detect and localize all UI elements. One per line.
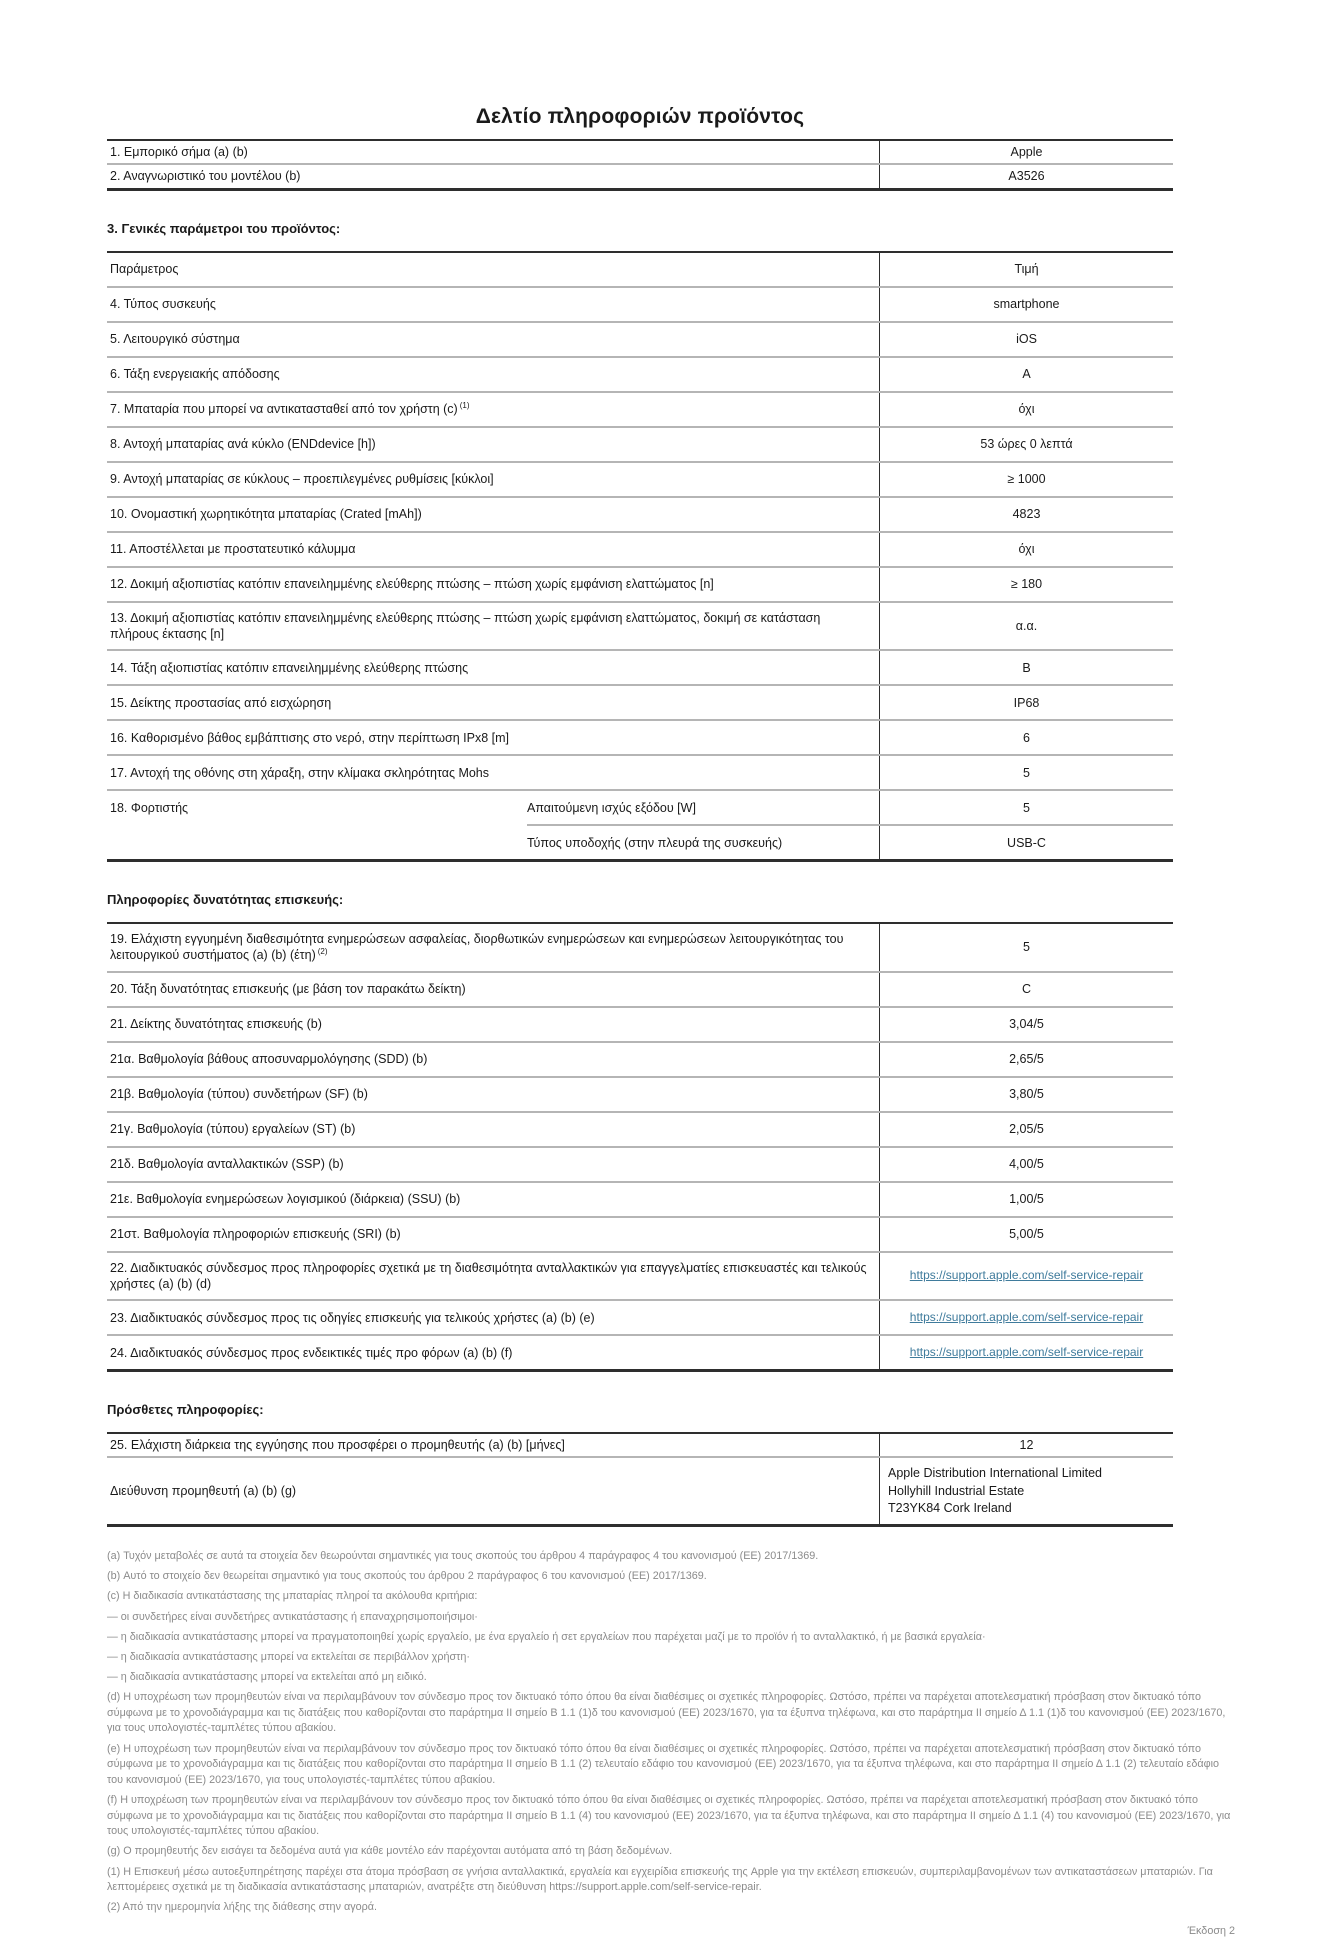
row-value: C	[1021, 982, 1032, 997]
row-label: 21δ. Βαθμολογία ανταλλακτικών (SSP) (b)	[107, 1148, 880, 1181]
row-label: Διεύθυνση προμηθευτή (a) (b) (g)	[107, 1458, 880, 1524]
row-label: 14. Τάξη αξιοπιστίας κατόπιν επανειλημμένης ελεύθερης πτώσης	[107, 651, 880, 684]
subrow-label: Τύπος υποδοχής (στην πλευρά της συσκευής)	[527, 826, 880, 859]
table-row	[107, 426, 1173, 461]
footnote-2: (2) Από την ημερομηνία λήξης της διάθεσης στην αγορά.	[107, 1901, 377, 1914]
charger-subrow	[527, 791, 1173, 824]
supplier-address-line: Hollyhill Industrial Estate	[888, 1483, 1025, 1498]
table-row	[107, 924, 1173, 971]
table-row	[107, 754, 1173, 789]
row-label: 7. Μπαταρία που μπορεί να αντικατασταθεί από τον χρήστη (c) $^{(1)}$	[107, 393, 880, 426]
row-value: 4,00/5	[1009, 1157, 1044, 1172]
footnote-d: (d) Η υποχρέωση των προμηθευτών είναι να περιλαμβάνουν τον σύνδεσμο προς τον δικτυακό τόπο όπου θα είναι διαθέσιμες οι σχετικές πληροφορίες. Ωστόσο, πρέπει να παρέχεται αποτελεσματική πρόσβαση στον δικτυακό τόπο σύμφωνα με το χρονοδιάγραμμα και τις διατάξεις που καθορίζονται στο παράρτημα II σημείο B 1.1 (1)δ του κανονισμού (ΕΕ) 2023/1670, για τα έξυπνα τηλέφωνα, και στο παράρτημα II σημείο Δ 1.1 (1)δ του κανονισμού (ΕΕ) 2023/1670, για τους υπολογιστές-ταμπλέτες τύπου αβακίου.	[107, 1691, 1226, 1735]
row-value: B	[1022, 660, 1031, 675]
row-value: 5	[1023, 940, 1030, 955]
table-row	[107, 391, 1173, 426]
row-label: 20. Τάξη δυνατότητας επισκευής (με βάση τον παρακάτω δείκτη)	[107, 973, 880, 1006]
row-label: 8. Αντοχή μπαταρίας ανά κύκλο (ENDdevice [h])	[107, 428, 880, 461]
row-value: smartphone	[993, 297, 1060, 312]
row-value: 53 ώρες 0 λεπτά	[980, 437, 1073, 452]
table-row	[107, 286, 1173, 321]
version-label: Έκδοση 2	[1187, 1925, 1235, 1937]
subrow-value: USB-C	[1007, 835, 1046, 850]
row-value: α.α.	[1015, 618, 1038, 633]
self-service-repair-link[interactable]: https://support.apple.com/self-service-repair	[909, 1268, 1144, 1283]
row-value: ≥ 180	[1010, 577, 1043, 592]
row-value: A	[1022, 367, 1031, 382]
row-label: 4. Τύπος συσκευής	[107, 288, 880, 321]
table-row	[107, 601, 1173, 650]
row-label: 21α. Βαθμολογία βάθους αποσυναρμολόγησης (SDD) (b)	[107, 1043, 880, 1076]
row-value: IP68	[1013, 695, 1040, 710]
table-row	[107, 1006, 1173, 1041]
subrow-value: 5	[1023, 800, 1030, 815]
footnote-c-criterion: — η διαδικασία αντικατάστασης μπορεί να εκτελείται σε περιβάλλον χρήστη·	[107, 1650, 471, 1663]
footnote-b: (b) Αυτό το στοιχείο δεν θεωρείται σημαντικό για τους σκοπούς του άρθρου 2 παράγραφος 6 του κανονισμού (ΕΕ) 2017/1369.	[107, 1570, 707, 1583]
row-value: ≥ 1000	[1007, 472, 1046, 487]
row-label: 1. Εμπορικό σήμα (a) (b)	[107, 141, 880, 163]
row-label: 21γ. Βαθμολογία (τύπου) εργαλείων (ST) (b)	[107, 1113, 880, 1146]
table-row	[107, 566, 1173, 601]
row-value: 2,65/5	[1009, 1052, 1044, 1067]
table-row	[107, 141, 1173, 163]
row-value: 12	[1019, 1438, 1034, 1453]
footnote-c: (c) Η διαδικασία αντικατάστασης της μπαταρίας πληροί τα ακόλουθα κριτήρια:	[107, 1590, 478, 1603]
row-value: 5	[1023, 765, 1030, 780]
row-value: 3,80/5	[1009, 1087, 1044, 1102]
table-row	[107, 684, 1173, 719]
table-row	[107, 971, 1173, 1006]
row-label: 9. Αντοχή μπαταρίας σε κύκλους – προεπιλεγμένες ρυθμίσεις [κύκλοι]	[107, 463, 880, 496]
row-value: 3,04/5	[1009, 1017, 1044, 1032]
footnote-ref: (1)	[459, 400, 470, 410]
table-row	[107, 1041, 1173, 1076]
section-heading-additional: Πρόσθετες πληροφορίες:	[107, 1402, 264, 1418]
page-title: Δελτίο πληροφοριών προϊόντος	[475, 105, 805, 128]
table-header-row	[107, 253, 1173, 286]
table-row	[107, 719, 1173, 754]
table-row	[107, 356, 1173, 391]
row-label: 21β. Βαθμολογία (τύπου) συνδετήρων (SF) (b)	[107, 1078, 880, 1111]
table-row	[107, 1111, 1173, 1146]
row-label: 17. Αντοχή της οθόνης στη χάραξη, στην κλίμακα σκληρότητας Mohs	[107, 756, 880, 789]
subrow-label: Απαιτούμενη ισχύς εξόδου [W]	[527, 791, 880, 824]
row-label: 24. Διαδικτυακός σύνδεσμος προς ενδεικτικές τιμές προ φόρων (a) (b) (f)	[107, 1336, 880, 1369]
table-row	[107, 163, 1173, 187]
row-value: όχι	[1018, 542, 1035, 557]
table-row	[107, 461, 1173, 496]
section-heading-general: 3. Γενικές παράμετροι του προϊόντος:	[107, 220, 341, 236]
row-value: 1,00/5	[1009, 1192, 1044, 1207]
footnote-e: (e) Η υποχρέωση των προμηθευτών είναι να περιλαμβάνουν τον σύνδεσμο προς τον δικτυακό τόπο όπου θα είναι διαθέσιμες οι σχετικές πληροφορίες. Ωστόσο, πρέπει να παρέχεται αποτελεσματική πρόσβαση στον δικτυακό τόπο σύμφωνα με το χρονοδιάγραμμα και τις διατάξεις που καθορίζονται στο παράρτημα II σημείο B 1.1 (2) τελευταίο εδάφιο του κανονισμού (ΕΕ) 2023/1670, για τα έξυπνα τηλέφωνα, και στο παράρτημα II σημείο Δ 1.1 (2) τελευταίο εδάφιο του κανονισμού (ΕΕ) 2023/1670, για τους υπολογιστές-ταμπλέτες τύπου αβακίου.	[107, 1742, 1220, 1786]
repairability-table	[107, 922, 1173, 1372]
table-row	[107, 1434, 1173, 1456]
table-row	[107, 496, 1173, 531]
row-value	[880, 1336, 1173, 1369]
table-row	[107, 1076, 1173, 1111]
footnotes	[107, 1549, 1235, 1939]
table-row	[107, 1181, 1173, 1216]
row-value: 5,00/5	[1009, 1227, 1044, 1242]
row-value: A3526	[1008, 169, 1045, 184]
row-label: 21στ. Βαθμολογία πληροφοριών επισκευής (SRI) (b)	[107, 1218, 880, 1251]
row-label: 25. Ελάχιστη διάρκεια της εγγύησης που προσφέρει ο προμηθευτής (a) (b) [μήνες]	[107, 1434, 880, 1456]
row-value: 4823	[1012, 507, 1041, 522]
table-row	[107, 1251, 1173, 1300]
row-value	[880, 1253, 1173, 1300]
row-label: 6. Τάξη ενεργειακής απόδοσης	[107, 358, 880, 391]
table-row-charger	[107, 789, 1173, 859]
self-service-repair-link[interactable]: https://support.apple.com/self-service-repair	[909, 1344, 1144, 1359]
row-value: iOS	[1016, 332, 1037, 347]
supplier-address-line: Apple Distribution International Limited	[888, 1466, 1103, 1481]
column-header-value: Τιμή	[1014, 262, 1039, 277]
row-label: 13. Δοκιμή αξιοπιστίας κατόπιν επανειλημμένης ελεύθερης πτώσης – πτώση χωρίς εμφάνιση ελαττώματος, δοκιμή σε κατάσταση πλήρους έκτασης [n]	[107, 603, 880, 650]
row-value: όχι	[1018, 402, 1035, 417]
row-label: 16. Καθορισμένο βάθος εμβάπτισης στο νερό, στην περίπτωση IPx8 [m]	[107, 721, 880, 754]
row-label: 22. Διαδικτυακός σύνδεσμος προς πληροφορίες σχετικά με τη διαθεσιμότητα ανταλλακτικών για επαγγελματίες επισκευαστές και τελικούς χρήστες (a) (b) (d)	[107, 1253, 880, 1300]
table-row	[107, 1216, 1173, 1251]
table-row	[107, 531, 1173, 566]
table-row	[107, 1146, 1173, 1181]
row-value: 2,05/5	[1009, 1122, 1044, 1137]
footnote-ref: (2)	[317, 947, 328, 957]
table-row-supplier-address	[107, 1456, 1173, 1524]
supplier-address-line: T23YK84 Cork Ireland	[888, 1500, 1012, 1515]
footnote-a: (a) Τυχόν μεταβολές σε αυτά τα στοιχεία δεν θεωρούνται σημαντικές για τους σκοπούς του άρθρου 4 παράγραφος 4 του κανονισμού (ΕΕ) 2017/1369.	[107, 1550, 819, 1563]
row-label: 18. Φορτιστής	[110, 801, 189, 816]
column-header-parameter: Παράμετρος	[107, 253, 880, 286]
row-label: 5. Λειτουργικό σύστημα	[107, 323, 880, 356]
table-row	[107, 1299, 1173, 1334]
footnote-g: (g) Ο προμηθευτής δεν εισάγει τα δεδομένα αυτά για κάθε μοντέλο εάν παρέχονται αυτόματα από τη βάση δεδομένων.	[107, 1845, 673, 1858]
row-label: 19. Ελάχιστη εγγυημένη διαθεσιμότητα ενημερώσεων ασφαλείας, διορθωτικών ενημερώσεων και ενημερώσεων λειτουργικότητας του λειτουργικού συστήματος (a) (b) (έτη) $^{(2)}$	[107, 924, 880, 971]
footnote-f: (f) Η υποχρέωση των προμηθευτών είναι να περιλαμβάνουν τον σύνδεσμο προς τον δικτυακό τόπο όπου θα είναι διαθέσιμες οι σχετικές πληροφορίες. Ωστόσο, πρέπει να παρέχεται αποτελεσματική πρόσβαση στον δικτυακό τόπο σύμφωνα με το χρονοδιάγραμμα και τις διατάξεις που καθορίζονται στο παράρτημα II σημείο B 1.1 (4) του κανονισμού (ΕΕ) 2023/1670, για τα έξυπνα τηλέφωνα, και στο παράρτημα II σημείο Δ 1.1 (4) του κανονισμού (ΕΕ) 2023/1670, για τους υπολογιστές-ταμπλέτες τύπου αβακίου.	[107, 1794, 1231, 1838]
general-parameters-table	[107, 251, 1173, 863]
row-label: 10. Ονομαστική χωρητικότητα μπαταρίας (Crated [mAh])	[107, 498, 880, 531]
row-value: 6	[1023, 730, 1030, 745]
identification-table	[107, 139, 1173, 191]
additional-information-table	[107, 1432, 1173, 1527]
product-information-sheet	[107, 0, 1237, 1940]
row-label: 11. Αποστέλλεται με προστατευτικό κάλυμμα	[107, 533, 880, 566]
footnote-c-criterion: — η διαδικασία αντικατάστασης μπορεί να πραγματοποιηθεί χωρίς εργαλείο, με ένα εργαλείο ή σετ εργαλείων που παρέχεται μαζί με το προϊόν ή το ανταλλακτικό, ή με βασικά εργαλεία·	[107, 1630, 986, 1643]
row-label: 23. Διαδικτυακός σύνδεσμος προς τις οδηγίες επισκευής για τελικούς χρήστες (a) (b) (e)	[107, 1301, 880, 1334]
charger-subtable	[527, 791, 1173, 859]
footnote-c-criterion: — η διαδικασία αντικατάστασης μπορεί να εκτελείται από μη ειδικό.	[107, 1671, 427, 1684]
supplier-address	[880, 1458, 1173, 1524]
section-heading-repairability: Πληροφορίες δυνατότητας επισκευής:	[107, 892, 344, 908]
footnote-c-criterion: — οι συνδετήρες είναι συνδετήρες αντικατάστασης ή επαναχρησιμοποιήσιμοι·	[107, 1610, 478, 1623]
row-label: 12. Δοκιμή αξιοπιστίας κατόπιν επανειλημμένης ελεύθερης πτώσης – πτώση χωρίς εμφάνιση ελαττώματος [n]	[107, 568, 880, 601]
row-label: 21ε. Βαθμολογία ενημερώσεων λογισμικού (διάρκεια) (SSU) (b)	[107, 1183, 880, 1216]
charger-subrow	[527, 824, 1173, 859]
table-row	[107, 649, 1173, 684]
self-service-repair-link[interactable]: https://support.apple.com/self-service-repair	[909, 1309, 1144, 1324]
row-label: 21. Δείκτης δυνατότητας επισκευής (b)	[107, 1008, 880, 1041]
table-row	[107, 1334, 1173, 1369]
row-value	[880, 1301, 1173, 1334]
footnote-1: (1) Η Επισκευή μέσω αυτοεξυπηρέτησης παρέχει στα άτομα πρόσβαση σε γνήσια ανταλλακτικά, εργαλεία και εγχειρίδια επισκευής της Apple για την εκτέλεση επισκευών, συμπεριλαμβανομένων των αντικαταστάσεων μπαταριών. Για λεπτομέρειες σχετικά με τη διαδικασία αντικατάστασης μπαταριών, ανατρέξτε στη διεύθυνση https://support.apple.com/self-service-repair.	[107, 1865, 1213, 1894]
row-label: 15. Δείκτης προστασίας από εισχώρηση	[107, 686, 880, 719]
table-row	[107, 321, 1173, 356]
row-value: Apple	[1010, 145, 1043, 160]
row-label: 2. Αναγνωριστικό του μοντέλου (b)	[107, 165, 880, 187]
